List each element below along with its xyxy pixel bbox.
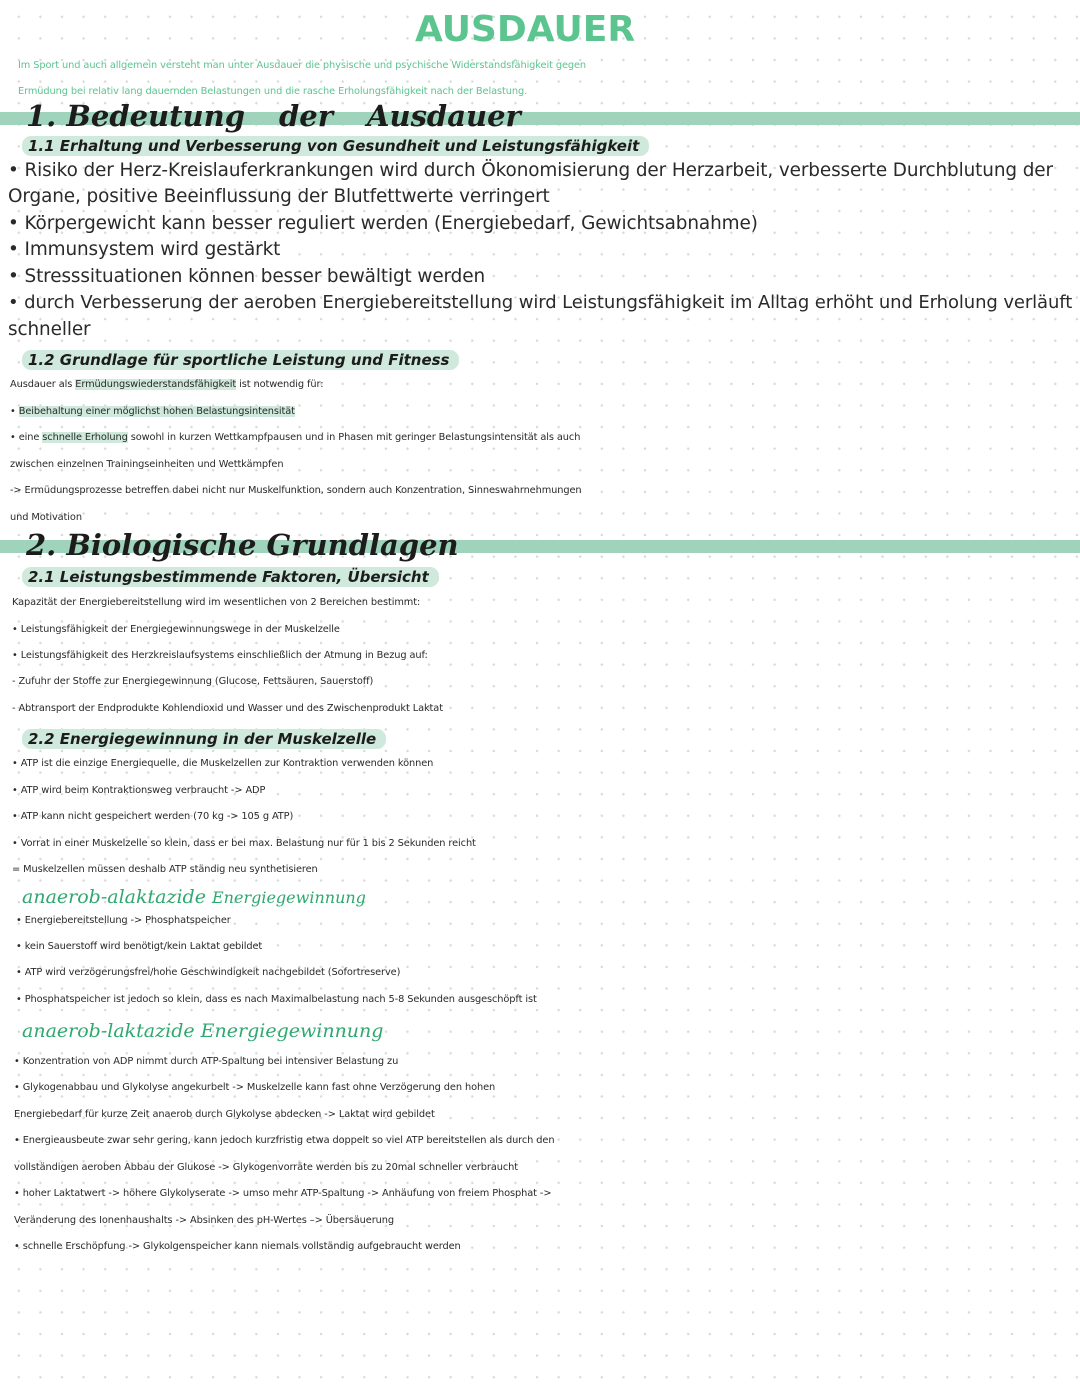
intro-line-1: Im Sport und auch allgemein versteht man unter Ausdauer die physische und psychische Widerstandsfähigkeit gegen (18, 60, 587, 71)
alaktazid-line-3: • ATP wird verzögerungsfrei/hohe Geschwindigkeit nachgebildet (Sofortreserve) (16, 967, 401, 978)
s1-1-line-3: • Körpergewicht kann besser reguliert werden (Energiebedarf, Gewichtsabnahme) (8, 213, 758, 234)
laktazid-line-6: • hoher Laktatwert -> höhere Glykolyserate -> umso mehr ATP-Spaltung -> Anhäufung von freiem Phosphat -> (14, 1188, 552, 1199)
laktazid-heading (22, 1019, 383, 1043)
alaktazid-line-2: • kein Sauerstoff wird benötigt/kein Laktat gebildet (16, 941, 263, 952)
laktazid-heading-a: anaerob-laktazide (22, 1020, 195, 1042)
alaktazid-line-1: • Energiebereitstellung -> Phosphatspeicher (16, 915, 231, 926)
alaktazid-line-4: • Phosphatspeicher ist jedoch so klein, dass es nach Maximalbelastung nach 5-8 Sekunden ausgeschöpft ist (16, 994, 537, 1005)
laktazid-line-4: • Energieausbeute zwar sehr gering, kann jedoch kurzfristig etwa doppelt so viel ATP bereitstellen als durch den (14, 1135, 555, 1146)
subsection-1-1-heading: 1.1 Erhaltung und Verbesserung von Gesundheit und Leistungsfähigkeit (22, 136, 649, 156)
alaktazid-heading-b: Energiegewinnung (212, 888, 366, 907)
section-2-heading: 2. Biologische Grundlagen (26, 528, 459, 562)
laktazid-line-1: • Konzentration von ADP nimmt durch ATP-Spaltung bei intensiver Belastung zu (14, 1056, 399, 1067)
s2-2-line-5: = Muskelzellen müssen deshalb ATP ständig neu synthetisieren (12, 864, 318, 875)
s2-2-line-4: • Vorrat in einer Muskelzelle so klein, dass er bei max. Belastung nur für 1 bis 2 Sekunden reicht (12, 838, 476, 849)
laktazid-line-5: vollständigen aeroben Abbau der Glukose -> Glykogenvorräte werden bis zu 20mal schneller verbraucht (14, 1162, 518, 1173)
section-1-heading-part-3: Ausdauer (367, 99, 521, 133)
s2-1-line-5: - Abtransport der Endprodukte Kohlendioxid und Wasser und des Zwischenprodukt Laktat (12, 703, 443, 714)
s1-1-line-1: • Risiko der Herz-Kreislauferkrankungen wird durch Ökonomisierung der Herzarbeit, verbesserte Durchblutung der (8, 160, 1053, 181)
s1-2-line-3-highlight: schnelle Erholung (42, 432, 128, 443)
s2-1-line-3: • Leistungsfähigkeit des Herzkreislaufsystems einschließlich der Atmung in Bezug auf: (12, 650, 428, 661)
s1-2-line-1-highlight: Ermüdungswiederstandsfähigkeit (75, 379, 237, 390)
s1-2-line-4: zwischen einzelnen Trainingseinheiten und Wettkämpfen (10, 459, 284, 470)
section-1-heading (26, 99, 521, 133)
s1-2-line-3 (10, 425, 1076, 451)
s2-2-line-2: • ATP wird beim Kontraktionsweg verbraucht -> ADP (12, 785, 266, 796)
laktazid-line-2: • Glykogenabbau und Glykolyse angekurbelt -> Muskelzelle kann fast ohne Verzögerung den hohen (14, 1082, 496, 1093)
s2-1-line-1: Kapazität der Energiebereitstellung wird im wesentlichen von 2 Bereichen bestimmt: (12, 597, 421, 608)
s1-2-line-1-post: ist notwendig für: (236, 379, 324, 390)
s1-2-line-1 (10, 372, 1076, 398)
s2-1-line-2: • Leistungsfähigkeit der Energiegewinnungswege in der Muskelzelle (12, 624, 340, 635)
s2-2-line-1: • ATP ist die einzige Energiequelle, die Muskelzellen zur Kontraktion verwenden können (12, 758, 434, 769)
s1-2-line-5: -> Ermüdungsprozesse betreffen dabei nicht nur Muskelfunktion, sondern auch Konzentration, Sinneswahrnehmungen (10, 485, 582, 496)
s1-2-line-6: und Motivation (10, 512, 82, 523)
s1-1-line-4: • Immunsystem wird gestärkt (8, 239, 281, 260)
s2-2-line-3: • ATP kann nicht gespeichert werden (70 kg -> 105 g ATP) (12, 811, 294, 822)
s1-1-line-7: schneller (8, 319, 91, 340)
s1-2-line-2-highlight: Beibehaltung einer möglichst hohen Belastungsintensität (18, 406, 295, 417)
s1-2-line-3-post: sowohl in kurzen Wettkampfpausen und in Phasen mit geringer Belastungsintensität als auch (127, 432, 581, 443)
laktazid-line-7: Veränderung des Ionenhaushalts -> Absinken des pH-Wertes –> Übersäuerung (14, 1215, 394, 1226)
s1-2-line-3-pre: • eine (10, 432, 43, 443)
intro-line-2: Ermüdung bei relativ lang dauernden Belastungen und die rasche Erholungsfähigkeit nach der Belastung. (18, 86, 528, 97)
subsection-1-2-heading: 1.2 Grundlage für sportliche Leistung und Fitness (22, 350, 459, 370)
s1-1-line-6: • durch Verbesserung der aeroben Energiebereitstellung wird Leistungsfähigkeit im Alltag erhöht und Erholung verläuft (8, 292, 1073, 313)
subsection-2-2-heading: 2.2 Energiegewinnung in der Muskelzelle (22, 729, 386, 749)
page-title: AUSDAUER (414, 9, 636, 50)
s1-1-line-5: • Stresssituationen können besser bewältigt werden (8, 266, 486, 287)
s1-1-line-2: Organe, positive Beeinflussung der Blutfettwerte verringert (8, 186, 550, 207)
s2-1-line-4: - Zufuhr der Stoffe zur Energiegewinnung (Glucose, Fettsäuren, Sauerstoff) (12, 676, 374, 687)
subsection-2-1-heading: 2.1 Leistungsbestimmende Faktoren, Übersicht (22, 567, 439, 587)
alaktazid-heading (22, 885, 366, 910)
laktazid-line-8: • schnelle Erschöpfung -> Glykolgenspeicher kann niemals vollständig aufgebraucht werden (14, 1241, 461, 1252)
laktazid-heading-b: Energiegewinnung (200, 1020, 384, 1042)
s1-2-line-2 (10, 399, 1076, 425)
laktazid-line-3: Energiebedarf für kurze Zeit anaerob durch Glykolyse abdecken -> Laktat wird gebildet (14, 1109, 435, 1120)
s1-2-line-2-bullet: • (10, 406, 19, 417)
alaktazid-heading-a: anaerob-alaktazide (22, 886, 206, 908)
s1-2-line-1-pre: Ausdauer als (10, 379, 76, 390)
section-1-heading-part-1: 1. Bedeutung (26, 99, 245, 133)
section-1-heading-part-2: der (279, 99, 334, 133)
